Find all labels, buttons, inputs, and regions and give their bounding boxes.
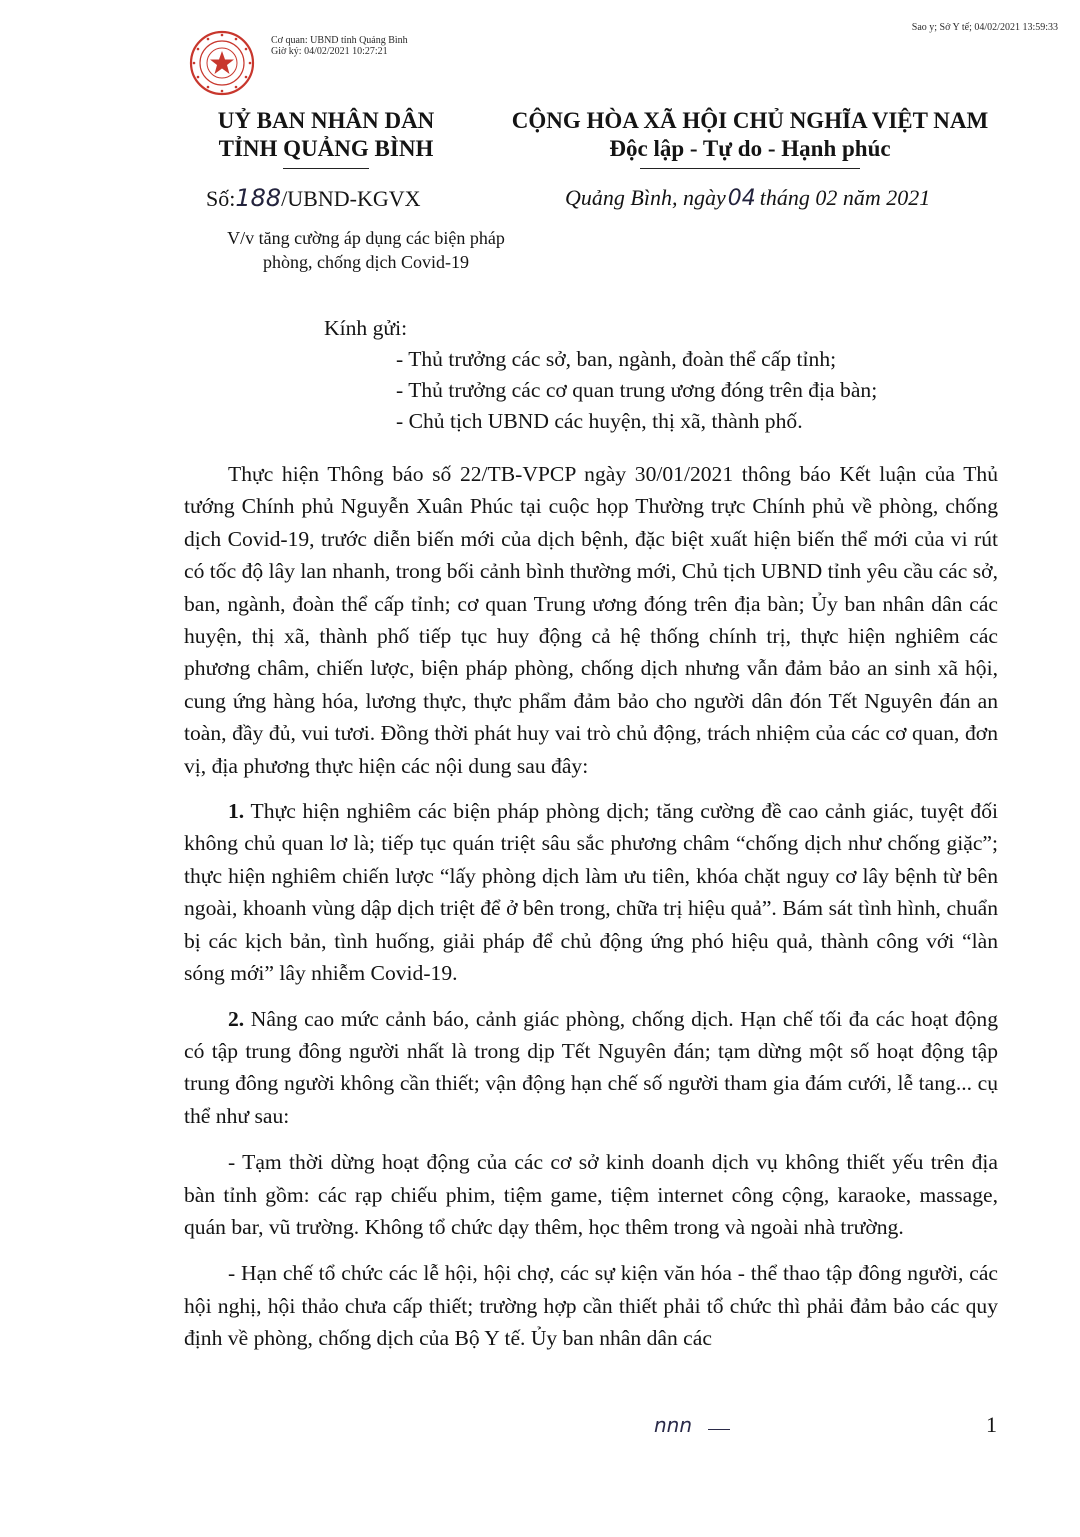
- handwritten-initials: nnn: [654, 1413, 693, 1437]
- intro-paragraph: Thực hiện Thông báo số 22/TB-VPCP ngày 30/01/2021 thông báo Kết luận của Thủ tướng Chính phủ Nguyễn Xuân Phúc tại cuộc họp Thường trực Chính phủ về phòng, chống dịch Covid-19, trước diễn biến mới của dịch bệnh, đặc biệt xuất hiện biến thể mới của vi rút có tốc độ lây lan nhanh, trong bối cảnh bình thường mới, Chủ tịch UBND tỉnh yêu cầu các sở, ban, ngành, đoàn thể cấp tỉnh; cơ quan Trung ương đóng trên địa bàn; Ủy ban nhân dân các huyện, thị xã, thành phố tiếp tục huy động cả hệ thống chính trị, thực hiện nghiêm các phương châm, chiến lược, biện pháp phòng, chống dịch nhưng vẫn đảm bảo an sinh xã hội, cung ứng hàng hóa, lương thực, thực phẩm đảm bảo cho người dân đón Tết Nguyên đán an toàn, đầy đủ, vui tươi. Đồng thời phát huy vai trò chủ động, trách nhiệm của các cơ quan, đơn vị, địa phương thực hiện các nội dung sau đây:: [184, 462, 998, 778]
- country-motto: Độc lập - Tự do - Hạnh phúc: [609, 136, 891, 161]
- bullet-paragraph: - Tạm thời dừng hoạt động của các cơ sở kinh doanh dịch vụ không thiết yếu trên địa bàn tỉnh gồm: các rạp chiếu phim, tiệm game, tiệm internet công cộng, karaoke, massage, quán bar, vũ trường. Không tổ chức dạy thêm, học thêm trong và ngoài nhà trường.: [184, 1150, 998, 1239]
- document-number: [206, 182, 421, 215]
- subject-line2: phòng, chống dịch Covid-19: [263, 252, 469, 272]
- date-day-handwritten: 04: [727, 186, 756, 211]
- doc-number-handwritten: 188: [235, 184, 282, 212]
- signature-agency: Cơ quan: UBND tỉnh Quảng Bình: [271, 35, 408, 46]
- item-1-paragraph: [184, 795, 998, 989]
- date-suffix: tháng 02 năm 2021: [759, 185, 931, 210]
- date-prefix: Quảng Bình, ngày: [565, 185, 726, 210]
- doc-number-suffix: /UBND-KGVX: [281, 186, 421, 211]
- item-1-text: Thực hiện nghiêm các biện pháp phòng dịch; tăng cường đề cao cảnh giác, tuyệt đối không chủ quan lơ là; tiếp tục quán triệt sâu sắc phương châm “chống dịch như chống giặc”; thực hiện nghiêm chiến lược “lấy phòng dịch làm ưu tiên, khóa chặt nguy cơ lây bệnh từ bên ngoài, khoanh vùng dập dịch triệt để ở bên trong, chữa trị hiệu quả”. Bám sát tình hình, chuẩn bị các kịch bản, tình huống, giải pháp để chủ động ứng phó hiệu quả, thành công với “làn sóng mới” lây nhiễm Covid-19.: [184, 799, 998, 986]
- document-date: [565, 182, 930, 215]
- initials-stroke: [708, 1429, 730, 1430]
- copy-stamp: Sao y; Sở Y tế; 04/02/2021 13:59:33: [911, 22, 1058, 33]
- subject-line1: V/v tăng cường áp dụng các biện pháp: [227, 228, 505, 248]
- item-2-number: 2.: [228, 1006, 245, 1031]
- item-2-paragraph: [184, 1003, 998, 1133]
- recipients-label: Kính gửi:: [324, 316, 408, 340]
- page-number: 1: [986, 1412, 997, 1437]
- country-title: CỘNG HÒA XÃ HỘI CHỦ NGHĨA VIỆT NAM: [511, 108, 989, 133]
- issuer-line2: TỈNH QUẢNG BÌNH: [218, 136, 434, 161]
- document-body: [184, 458, 998, 1355]
- recipient-item: - Thủ trưởng các sở, ban, ngành, đoàn thể cấp tỉnh;: [396, 347, 837, 371]
- recipient-item: - Thủ trưởng các cơ quan trung ương đóng trên địa bàn;: [396, 378, 878, 402]
- subject: [176, 226, 556, 274]
- item-2-text: Nâng cao mức cảnh báo, cảnh giác phòng, chống dịch. Hạn chế tối đa các hoạt động có tập trung đông người nhất là trong dịp Tết Nguyên đán; tạm dừng một số hoạt động tập trung đông người không cần thiết; vận động hạn chế số người tham gia đám cưới, lễ tang... cụ thể như sau:: [184, 1006, 998, 1128]
- doc-number-prefix: Số:: [206, 186, 236, 211]
- issuer-underline: [283, 168, 369, 169]
- motto-underline: [640, 168, 860, 169]
- issuer-line1: UỶ BAN NHÂN DÂN: [217, 108, 435, 133]
- bullet-paragraph: - Hạn chế tổ chức các lễ hội, hội chợ, các sự kiện văn hóa - thể thao tập đông người, các hội nghị, hội thảo chưa cấp thiết; trường hợp cần thiết phải tổ chức thì phải đảm bảo các quy định về phòng, chống dịch của Bộ Y tế. Ủy ban nhân dân các: [184, 1261, 998, 1351]
- recipient-item: - Chủ tịch UBND các huyện, thị xã, thành phố.: [396, 409, 803, 433]
- seal-emblem: [189, 30, 255, 96]
- item-1-number: 1.: [228, 799, 245, 824]
- recipients-list: [396, 344, 877, 437]
- signature-time: Giờ ký: 04/02/2021 10:27:21: [271, 46, 388, 57]
